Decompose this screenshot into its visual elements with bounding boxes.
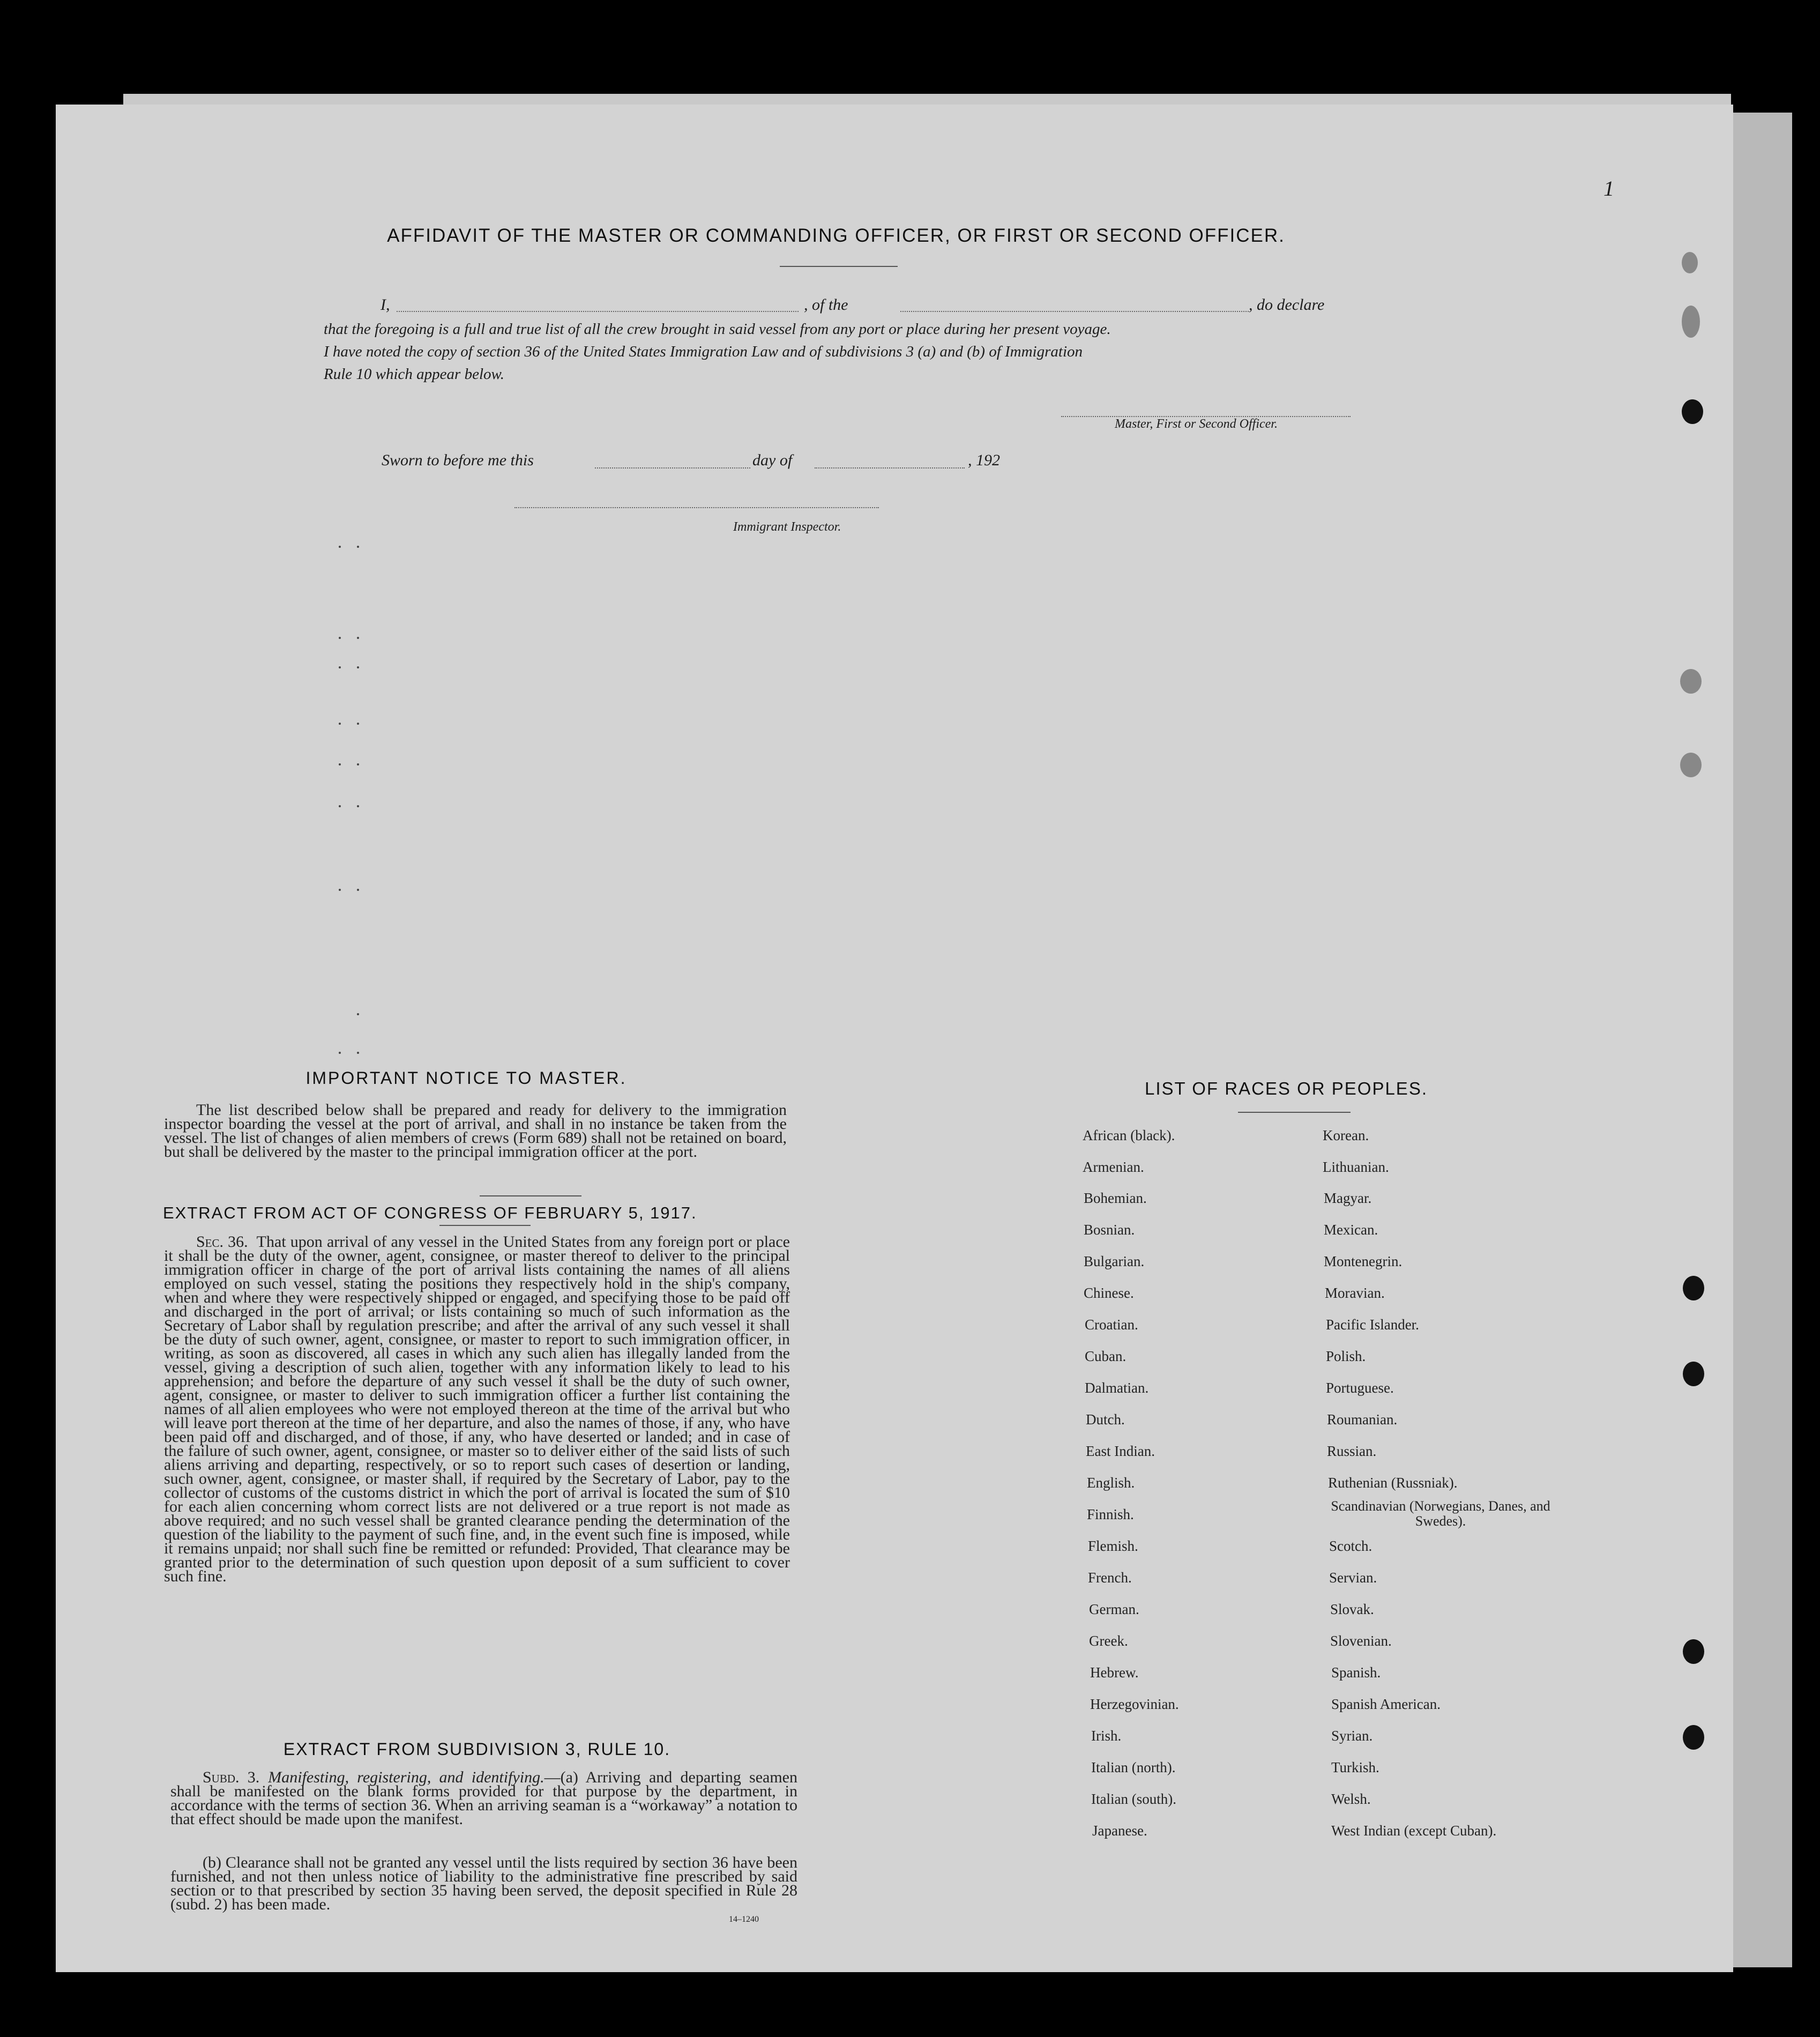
affidavit-line-3: I have noted the copy of section 36 of the United States Immigration Law and of subdivisions 3 (a) and (b) of Immigration bbox=[324, 343, 1083, 360]
race-item: Dalmatian. bbox=[1085, 1380, 1149, 1396]
race-item: Ruthenian (Russniak). bbox=[1328, 1475, 1458, 1491]
act-body bbox=[164, 1235, 790, 1583]
race-item: Welsh. bbox=[1331, 1791, 1371, 1807]
name-blank bbox=[397, 311, 799, 312]
affidavit-do-declare: , do declare bbox=[1249, 296, 1325, 314]
stray-dot bbox=[357, 889, 359, 891]
stray-dot bbox=[339, 637, 341, 639]
stray-dot bbox=[339, 546, 341, 548]
affidavit-of-the-label: , of the bbox=[804, 296, 848, 314]
stray-dot bbox=[357, 1052, 359, 1054]
punch-hole bbox=[1682, 252, 1698, 273]
race-item: Irish. bbox=[1091, 1728, 1122, 1744]
page-mark: 1 bbox=[1603, 176, 1614, 200]
punch-hole bbox=[1682, 399, 1703, 424]
vessel-blank bbox=[900, 311, 1249, 312]
notice-title: IMPORTANT NOTICE TO MASTER. bbox=[305, 1068, 627, 1088]
affidavit-title: AFFIDAVIT OF THE MASTER OR COMMANDING OFFICER, OR FIRST OR SECOND OFFICER. bbox=[387, 225, 1285, 246]
race-item: French. bbox=[1088, 1570, 1132, 1586]
affidavit-line-4: Rule 10 which appear below. bbox=[324, 366, 504, 383]
race-item: Chinese. bbox=[1084, 1285, 1134, 1301]
race-item: Syrian. bbox=[1331, 1728, 1373, 1744]
rule-para-a bbox=[170, 1768, 797, 1828]
punch-hole bbox=[1680, 669, 1702, 694]
race-item: Lithuanian. bbox=[1323, 1159, 1389, 1175]
sworn-day-blank bbox=[595, 467, 750, 469]
sworn-month-blank bbox=[815, 467, 965, 469]
race-item: Hebrew. bbox=[1090, 1664, 1139, 1681]
stray-dot bbox=[357, 637, 359, 639]
race-item: Slovenian. bbox=[1330, 1633, 1392, 1649]
inspector-line bbox=[514, 507, 879, 508]
race-item: Scotch. bbox=[1329, 1538, 1373, 1554]
rule-para-b bbox=[170, 1856, 797, 1912]
act-section-label: Sec. 36. bbox=[196, 1233, 248, 1251]
race-item: Flemish. bbox=[1088, 1538, 1138, 1554]
day-of-label: day of bbox=[752, 451, 793, 469]
races-title: LIST OF RACES OR PEOPLES. bbox=[1144, 1079, 1428, 1098]
race-item: African (black). bbox=[1083, 1127, 1175, 1143]
race-item: Roumanian. bbox=[1327, 1411, 1398, 1428]
race-item: Moravian. bbox=[1325, 1285, 1385, 1301]
race-item: Dutch. bbox=[1086, 1411, 1125, 1428]
race-item: Bulgarian. bbox=[1084, 1253, 1145, 1269]
race-item: Spanish. bbox=[1331, 1664, 1381, 1681]
race-item: Greek. bbox=[1089, 1633, 1128, 1649]
punch-hole bbox=[1683, 1276, 1704, 1300]
stray-dot bbox=[339, 666, 341, 668]
inspector-caption: Immigrant Inspector. bbox=[733, 520, 841, 534]
race-item: Korean. bbox=[1323, 1127, 1369, 1143]
underlying-sheet-edge bbox=[123, 94, 1731, 105]
stray-dot bbox=[339, 763, 341, 765]
race-item: Slovak. bbox=[1330, 1601, 1374, 1617]
underlying-sheet-right bbox=[1733, 113, 1792, 1967]
punch-hole bbox=[1682, 306, 1700, 338]
act-title: EXTRACT FROM ACT OF CONGRESS OF FEBRUARY 5, 1917. bbox=[163, 1203, 697, 1222]
signature-caption: Master, First or Second Officer. bbox=[1115, 417, 1278, 431]
form-code: 14–1240 bbox=[729, 1915, 759, 1924]
race-item: German. bbox=[1089, 1601, 1139, 1617]
year-label: , 192 bbox=[968, 451, 1000, 469]
stray-dot bbox=[357, 546, 359, 548]
rule-para-a-text: —(a) Arriving and departing seamen shall be manifested on the blank forms provided for that purpose by the department, in accordance with the terms of section 36. When an arriving seaman is a “workaway” a notation to that effect should be made upon the manifest. bbox=[170, 1768, 797, 1828]
stray-dot bbox=[357, 763, 359, 765]
race-item: Polish. bbox=[1326, 1348, 1366, 1364]
race-item: Servian. bbox=[1329, 1570, 1377, 1586]
race-item: English. bbox=[1087, 1475, 1135, 1491]
stray-dot bbox=[339, 889, 341, 891]
act-title-underline bbox=[439, 1225, 531, 1226]
races-title-underline bbox=[1238, 1112, 1351, 1113]
race-item: Armenian. bbox=[1083, 1159, 1144, 1175]
race-item: Italian (north). bbox=[1091, 1759, 1176, 1775]
stray-dot bbox=[357, 1013, 359, 1015]
punch-hole bbox=[1683, 1362, 1704, 1386]
race-item: Japanese. bbox=[1092, 1823, 1147, 1839]
race-item: Bosnian. bbox=[1084, 1222, 1135, 1238]
race-item: Pacific Islander. bbox=[1326, 1317, 1419, 1333]
race-item: Scandinavian (Norwegians, Danes, and Swedes). bbox=[1331, 1498, 1550, 1529]
rule-subd-label: Subd. 3. bbox=[203, 1768, 260, 1786]
race-item: Portuguese. bbox=[1326, 1380, 1394, 1396]
race-item: West Indian (except Cuban). bbox=[1331, 1823, 1497, 1839]
affidavit-line-2: that the foregoing is a full and true list of all the crew brought in said vessel from any port or place during her present voyage. bbox=[324, 321, 1111, 338]
punch-hole bbox=[1683, 1639, 1704, 1664]
race-item: Bohemian. bbox=[1084, 1190, 1147, 1206]
stray-dot bbox=[339, 723, 341, 725]
race-item: Cuban. bbox=[1085, 1348, 1127, 1364]
act-section-text: That upon arrival of any vessel in the United States from any foreign port or place it shall be the duty of the owner, agent, consignee, or master thereof to deliver to the principal immigration officer in charge of the port of arrival lists containing the names of all aliens employed on such vessel, stating the positions they respectively hold in the ship's company, when and where they were respectively shipped or engaged, and specifying those to be paid off and discharged in the port of arrival; or lists containing so much of such information as the Secretary of Labor shall by regulation prescribe; and after the arrival of any such vessel it shall be the duty of such owner, agent, consignee, or master to report to such immigration officer, in writing, as soon as discovered, all cases in which any such alien has illegally landed from the vessel, giving a description of such alien, together with any information likely to lead to his apprehension; and before the departure of any such vessel it shall be the duty of such owner, agent, consignee, or master to deliver to such immigration officer a further list containing the names of all alien employees who were not employed thereon at the time of the arrival but who will leave port thereon at the time of her departure, and also the names of those, if any, who have been paid off and discharged, and of those, if any, who have deserted or landed; and in case of the failure of such owner, agent, consignee, or master so to deliver either of the said lists of such aliens arriving and departing, respectively, or so to report such cases of desertion or landing, such owner, agent, consignee, or master shall, if required by the Secretary of Labor, pay to the collector of customs of the customs district in which the port of arrival is located the sum of $10 for each alien concerning whom correct lists are not delivered or a true report is not made as above required; and no such vessel shall be granted clearance pending the determination of the question of the liability to the payment of such fine, and, in the event such fine is imposed, while it remains unpaid; nor shall such fine be remitted or refunded: Provided, That clearance may be granted prior to the determination of such question upon deposit of a sum sufficient to cover such fine. bbox=[164, 1233, 790, 1585]
stray-dot bbox=[339, 805, 341, 807]
race-item: Mexican. bbox=[1324, 1222, 1378, 1238]
race-item: Croatian. bbox=[1085, 1317, 1138, 1333]
stray-dot bbox=[339, 1052, 341, 1054]
race-item: Turkish. bbox=[1331, 1759, 1379, 1775]
punch-hole bbox=[1683, 1725, 1704, 1750]
race-item: Herzegovinian. bbox=[1090, 1696, 1179, 1712]
race-item: Montenegrin. bbox=[1324, 1253, 1403, 1269]
stray-dot bbox=[357, 666, 359, 668]
race-item: Italian (south). bbox=[1091, 1791, 1176, 1807]
race-item: Russian. bbox=[1327, 1443, 1377, 1459]
rule-title: EXTRACT FROM SUBDIVISION 3, RULE 10. bbox=[283, 1739, 671, 1759]
stray-dot bbox=[357, 805, 359, 807]
race-item: Finnish. bbox=[1087, 1506, 1134, 1522]
rule-para-b-text: (b) Clearance shall not be granted any vessel until the lists required by section 36 have been furnished, and not then unless notice of liability to the administrative fine prescribed by said section or to that prescribed by section 35 having been served, the deposit specified in Rule 28 (subd. 2) has been made. bbox=[170, 1854, 797, 1913]
rule-subd-heading: Manifesting, registering, and identifying. bbox=[268, 1768, 544, 1786]
title-underline bbox=[780, 266, 898, 267]
race-item: East Indian. bbox=[1086, 1443, 1155, 1459]
document-page bbox=[56, 105, 1733, 1972]
race-item: Spanish American. bbox=[1331, 1696, 1441, 1712]
notice-separator bbox=[480, 1195, 581, 1196]
sworn-label: Sworn to before me this bbox=[382, 451, 534, 469]
race-item: Magyar. bbox=[1324, 1190, 1372, 1206]
affidavit-i-label: I, bbox=[381, 296, 390, 314]
punch-hole bbox=[1680, 753, 1702, 777]
notice-body: The list described below shall be prepared and ready for delivery to the immigration inspector boarding the vessel at the port of arrival, and shall in no instance be taken from the vessel. The list of changes of alien members of crews (Form 689) shall not be retained on board, but shall be delivered by the master to the principal immigration officer at the port. bbox=[164, 1101, 787, 1161]
stray-dot bbox=[357, 723, 359, 725]
